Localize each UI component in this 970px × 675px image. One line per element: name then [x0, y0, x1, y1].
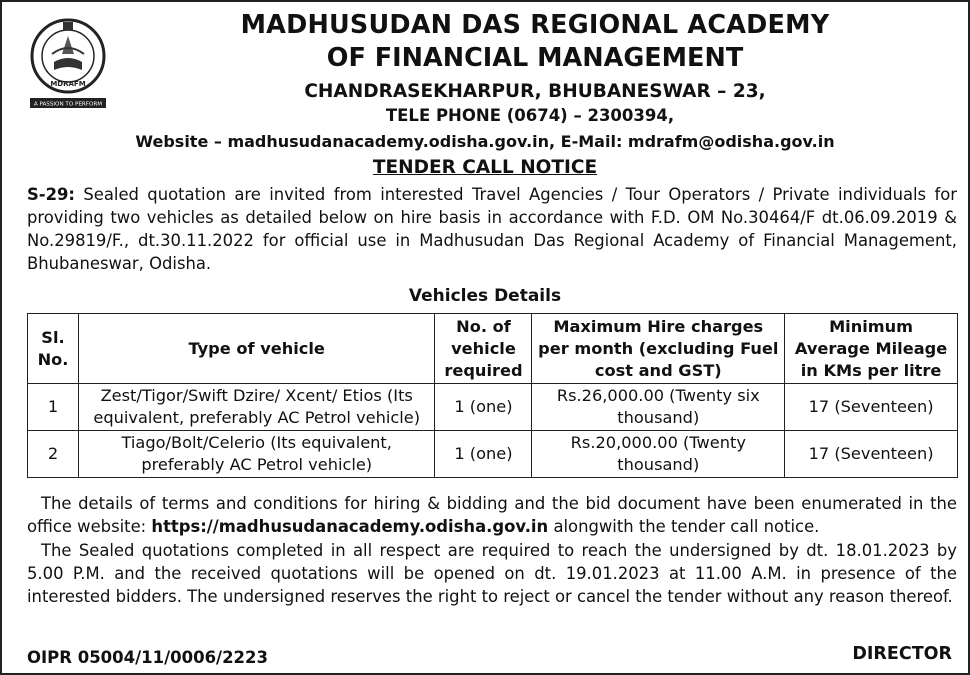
cell-vehicle-type: Zest/Tigor/Swift Dzire/ Xcent/ Etios (Its equivalent, preferably AC Petrol vehicle)	[78, 384, 435, 431]
academy-name-line2: OF FINANCIAL MANAGEMENT	[326, 43, 744, 73]
details-text: The details of terms and conditions for hiring & bidding and the bid document have been enumerated in the office website:	[27, 494, 957, 536]
cell-vehicle-count: 1 (one)	[435, 431, 532, 478]
table-caption: Vehicles Details	[408, 286, 562, 306]
intro-paragraph	[27, 183, 957, 275]
table-header-row	[28, 314, 958, 384]
details-text-end: alongwith the tender call notice.	[548, 517, 820, 536]
cell-mileage: 17 (Seventeen)	[785, 431, 958, 478]
academy-address: CHANDRASEKHARPUR, BHUBANESWAR – 23,	[304, 81, 766, 102]
notice-reference: S-29:	[27, 185, 75, 204]
cell-mileage: 17 (Seventeen)	[785, 384, 958, 431]
header-hire-charges: Maximum Hire charges per month (excluding Fuel cost and GST)	[532, 314, 785, 384]
submission-paragraph: The Sealed quotations completed in all respect are required to reach the undersigned by dt. 18.01.2023 by 5.00 P.M. and the received quotations will be opened on dt. 19.01.2023 at 11.00 A.M. in presence of the interested bidders. The undersigned reserves the right to reject or cancel the tender without any reason thereof.	[27, 541, 957, 606]
vehicles-table	[27, 313, 958, 478]
header-sl-no: Sl. No.	[28, 314, 79, 384]
cell-vehicle-type: Tiago/Bolt/Celerio (Its equivalent, preferably AC Petrol vehicle)	[78, 431, 435, 478]
academy-telephone: TELE PHONE (0674) – 2300394,	[385, 106, 675, 125]
details-paragraph	[27, 492, 957, 538]
cell-sl-no: 2	[28, 431, 79, 478]
oipr-number: OIPR 05004/11/0006/2223	[27, 648, 268, 667]
cell-hire-charges: Rs.20,000.00 (Twenty thousand)	[532, 431, 785, 478]
svg-text:A PASSION TO PERFORM: A PASSION TO PERFORM	[33, 101, 103, 108]
svg-text:MDRAFM: MDRAFM	[50, 80, 86, 88]
header-vehicle-count: No. of vehicle required	[435, 314, 532, 384]
table-row	[28, 431, 958, 478]
header-vehicle-type: Type of vehicle	[78, 314, 435, 384]
academy-logo	[26, 14, 110, 110]
cell-hire-charges: Rs.26,000.00 (Twenty six thousand)	[532, 384, 785, 431]
notice-title: TENDER CALL NOTICE	[372, 157, 598, 178]
signatory: DIRECTOR	[852, 644, 952, 664]
academy-name-line1: MADHUSUDAN DAS REGIONAL ACADEMY	[240, 10, 830, 40]
website-link[interactable]: https://madhusudanacademy.odisha.gov.in	[151, 517, 549, 536]
academy-contact: Website – madhusudanacademy.odisha.gov.in, E-Mail: mdrafm@odisha.gov.in	[135, 132, 835, 151]
header-mileage: Minimum Average Mileage in KMs per litre	[785, 314, 958, 384]
cell-sl-no: 1	[28, 384, 79, 431]
cell-vehicle-count: 1 (one)	[435, 384, 532, 431]
table-row	[28, 384, 958, 431]
intro-text: Sealed quotation are invited from interested Travel Agencies / Tour Operators / Private individuals for providing two vehicles as detailed below on hire basis in accordance with F.D. OM No.30464/F dt.06.09.2019 & No.29819/F., dt.30.11.2022 for official use in Madhusudan Das Regional Academy of Financial Management, Bhubaneswar, Odisha.	[27, 185, 957, 273]
